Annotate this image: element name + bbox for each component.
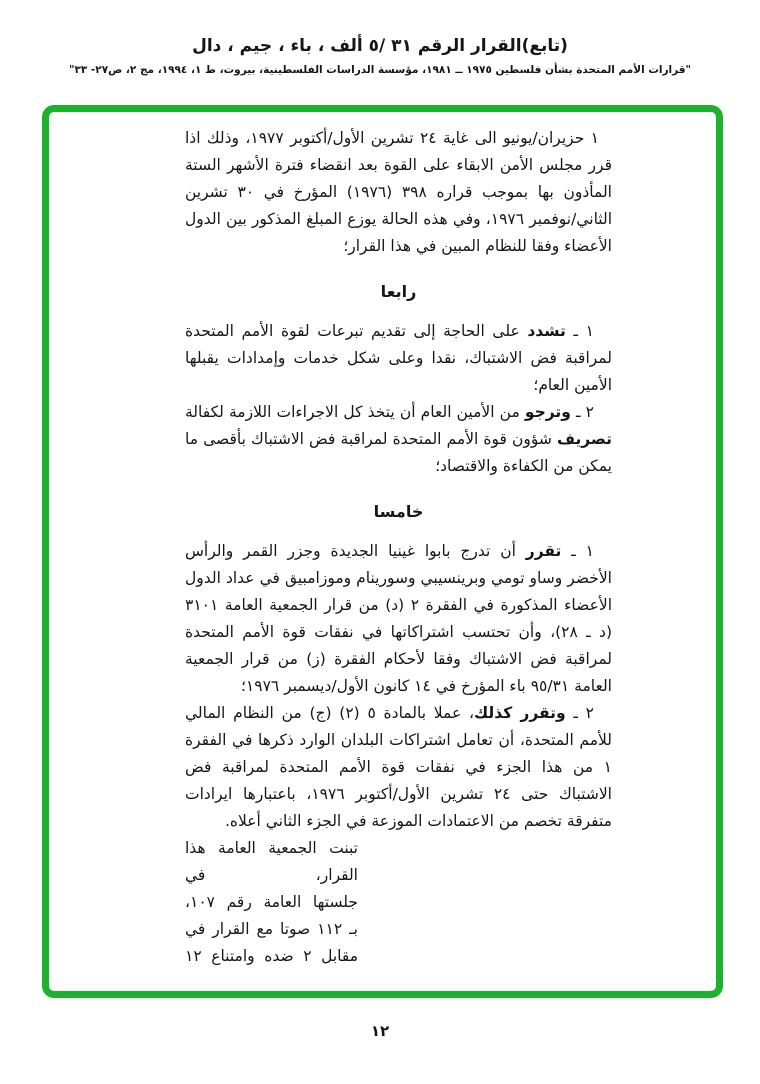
intro-paragraph: ١ حزيران/يونيو الى غاية ٢٤ تشرين الأول/أكتوبر ١٩٧٧، وذلك اذا قرر مجلس الأمن الابقاء على القوة بعد انقضاء فترة الأشهر الستة المأذون بها بموجب قراره ٣٩٨ (١٩٧٦) المؤرخ في ٣٠ تشرين الثاني/نوفمبر ١٩٧٦، وفي هذه الحالة يوزع المبلغ المذكور بين الدول الأعضاء وفقا للنظام المبين في هذا القرار؛ [185,129,612,255]
paragraph-fifth-2: ٢ ـ وتقرر كذلك، عملا بالمادة ٥ (٢) (ج) من النظام المالي للأمم المتحدة، أن تعامل اشتراكات البلدان الوارد ذكرها في الفقرة ١ من هذا الجزء في نفقات قوة الأمم المتحدة لمراقبة فض الاشتباك حتى ٢٤ تشرين الأول/أكتوبر ١٩٧٦، باعتبارها ايرادات متفرقة تخصم من الاعتمادات الموزعة في الجزء الثاني أعلاه. [185,704,612,830]
page-number: ١٢ [370,1022,390,1040]
adoption-note [185,835,358,970]
resolution-title: (تابع)القرار الرقم ٣١ /٥ ألف ، باء ، جيم ، دال [192,36,568,56]
document-header [0,36,760,76]
content-frame [42,105,723,998]
section-heading-fifth: خامسا [373,502,424,521]
adoption-line: جلستها العامة رقم ١٠٧، [185,893,358,911]
source-citation-line: "قرارات الأمم المتحدة بشأن فلسطين ١٩٧٥ ــ ١٩٨١، مؤسسة الدراسات الفلسطينية، بيروت، ط ١، ١٩٩٤، مج ٢، ص٢٧- ٣٣" [68,64,692,76]
paragraph-fifth-1: ١ ـ تقرر أن تدرج بابوا غينيا الجديدة وجزر القمر والرأس الأخضر وساو تومي وبرينسيبي وسورينام وموزامبيق في عداد الدول الأعضاء المذكورة في الفقرة ٢ (د) من قرار الجمعية العامة ٣١٠١ (د ـ ٢٨)، وأن تحتسب اشتراكاتها في نفقات قوة الأمم المتحدة لمراقبة فض الاشتباك وفقا لأحكام الفقرة (ز) من قرار الجمعية العامة ٩٥/٣١ باء المؤرخ في ١٤ كانون الأول/ديسمبر ١٩٧٦؛ [185,542,612,695]
adoption-line: تبنت الجمعية العامة هذا القرار، في [185,839,358,884]
paragraph-fourth-2: ٢ ـ وترجو من الأمين العام أن يتخذ كل الاجراءات اللازمة لكفالة تصريف شؤون قوة الأمم المتحدة لمراقبة فض الاشتباك بأقصى ما يمكن من الكفاءة والاقتصاد؛ [185,403,612,475]
section-heading-fourth: رابعا [380,282,417,301]
adoption-line: مقابل ٢ ضده وامتناع ١٢ [185,947,358,965]
adoption-line: بـ ١١٢ صوتا مع القرار في [185,920,358,938]
text-column [185,125,612,970]
paragraph-fourth-1: ١ ـ تشدد على الحاجة إلى تقديم تبرعات لقوة الأمم المتحدة لمراقبة فض الاشتباك، نقدا وعلى شكل خدمات وإمدادات يقبلها الأمين العام؛ [185,322,612,394]
